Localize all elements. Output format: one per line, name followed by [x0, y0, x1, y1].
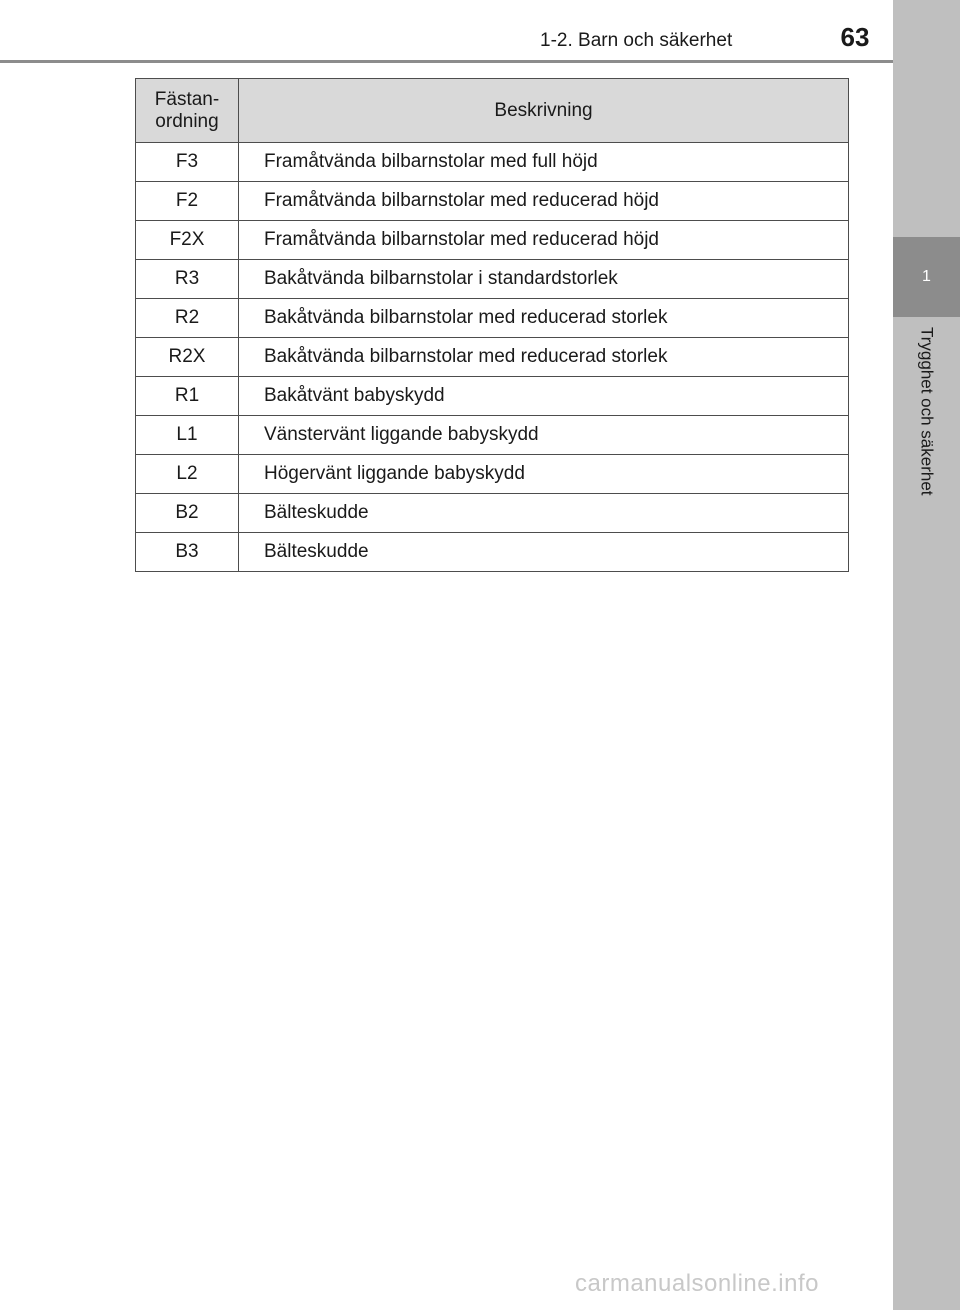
description-cell: Högervänt liggande babyskydd — [239, 455, 849, 494]
chapter-label-container — [893, 327, 960, 527]
page-number: 63 — [840, 22, 870, 52]
fixture-code-cell: L2 — [136, 455, 239, 494]
description-cell: Vänstervänt liggande babyskydd — [239, 416, 849, 455]
fixture-code-cell: F3 — [136, 143, 239, 182]
table-row — [136, 260, 849, 299]
table-row — [136, 533, 849, 572]
fixture-code-cell: R2X — [136, 338, 239, 377]
fixture-code-cell: B2 — [136, 494, 239, 533]
table-row — [136, 494, 849, 533]
chapter-side-tab — [893, 0, 960, 1310]
table-row — [136, 299, 849, 338]
table-row — [136, 221, 849, 260]
description-cell: Framåtvända bilbarnstolar med reducerad höjd — [239, 221, 849, 260]
description-cell: Framåtvända bilbarnstolar med reducerad höjd — [239, 182, 849, 221]
watermark: carmanualsonline.info — [575, 1270, 819, 1297]
fixture-code-cell: F2X — [136, 221, 239, 260]
table-row — [136, 416, 849, 455]
header-divider — [0, 60, 893, 63]
description-cell: Bälteskudde — [239, 494, 849, 533]
table-row — [136, 182, 849, 221]
description-cell: Framåtvända bilbarnstolar med full höjd — [239, 143, 849, 182]
table-header-row — [136, 79, 849, 143]
header-fixture-order: Fästan- ordning — [136, 79, 239, 143]
description-cell: Bälteskudde — [239, 533, 849, 572]
fixture-code-cell: F2 — [136, 182, 239, 221]
table-row — [136, 455, 849, 494]
child-seat-fixture-table — [135, 78, 849, 572]
fixture-code-cell: R3 — [136, 260, 239, 299]
section-title: 1-2. Barn och säkerhet — [540, 30, 733, 51]
description-cell: Bakåtvända bilbarnstolar med reducerad storlek — [239, 299, 849, 338]
table-body — [136, 143, 849, 572]
table-row — [136, 377, 849, 416]
fixture-code-cell: R2 — [136, 299, 239, 338]
table-row — [136, 143, 849, 182]
fixture-code-cell: L1 — [136, 416, 239, 455]
fixture-code-cell: R1 — [136, 377, 239, 416]
description-cell: Bakåtvänt babyskydd — [239, 377, 849, 416]
chapter-label: Trygghet och säkerhet — [917, 327, 937, 496]
header-description: Beskrivning — [239, 79, 849, 143]
table-row — [136, 338, 849, 377]
description-cell: Bakåtvända bilbarnstolar med reducerad storlek — [239, 338, 849, 377]
chapter-number: 1 — [922, 268, 931, 285]
chapter-number-block — [893, 237, 960, 317]
fixture-code-cell: B3 — [136, 533, 239, 572]
description-cell: Bakåtvända bilbarnstolar i standardstorlek — [239, 260, 849, 299]
